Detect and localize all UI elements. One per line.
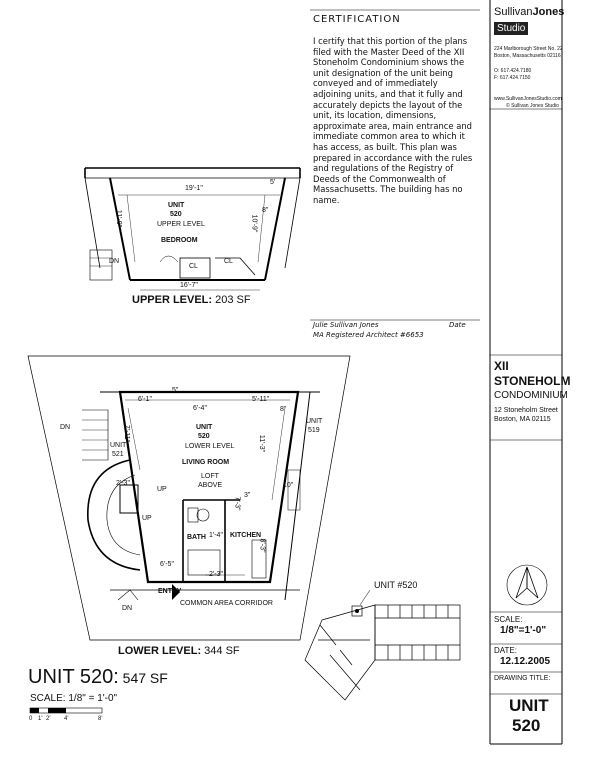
stair-up-1: UP	[157, 486, 167, 493]
firm-fax: F: 617.424.7150	[494, 75, 531, 81]
dim-11-3: 11'-3"	[258, 434, 266, 453]
dim-7-11: 7'-11"	[123, 424, 131, 443]
date-value: 12.12.2005	[500, 656, 551, 667]
drawing-title-1: UNIT	[509, 696, 549, 715]
firm-web: www.SullivanJonesStudio.com	[494, 96, 562, 102]
upper-unit-number: 520	[170, 211, 182, 218]
upper-level-label: UPPER LEVEL	[157, 221, 205, 228]
bath-label: BATH	[187, 534, 206, 541]
project-line-3: CONDOMINIUM	[494, 390, 568, 401]
firm-phone: O: 617.424.7180	[494, 68, 532, 74]
scale-bar-2: 2'	[46, 716, 51, 722]
loft-label-2: ABOVE	[198, 482, 223, 489]
dim-6-4: 6'-4"	[193, 405, 207, 412]
firm-copyright: © Sullivan Jones Studio	[506, 103, 559, 109]
project-address-2: Boston, MA 02115	[494, 416, 551, 423]
certification-title: CERTIFICATION	[313, 14, 401, 25]
upper-caption	[132, 294, 251, 306]
scale-bar-4: 4'	[64, 716, 69, 722]
lower-caption-b: 344 SF	[201, 645, 240, 657]
firm-name-a: Sullivan	[494, 6, 533, 18]
entry-label: ENTRY	[158, 588, 182, 595]
project-line-1: XII	[494, 359, 509, 373]
upper-dim-bottom: 16'-7"	[180, 282, 198, 289]
certification-body: I certify that this portion of the plans filed with the Master Deed of the XII Stoneholm Condominium shows the unit designation of the unit being conveyed and of immediately adjoining units, and that it fully and accurately depicts the layout of the unit, its location, dimensions, approximate area, main entrance and immediate common area to which it has access, as built. This plan was prepared in accordance with the rules and regulations of the Registry of Deeds of the Commonwealth of Massachusetts. The building has no name.	[313, 36, 473, 205]
project-line-2: STONEHOLM	[494, 374, 571, 388]
upper-caption-a: UPPER LEVEL:	[132, 294, 213, 306]
firm-address-1: 224 Marlborough Street No. 22	[494, 46, 563, 52]
firm-name-studio: Studio	[494, 22, 528, 35]
upper-room-label: BEDROOM	[161, 237, 198, 244]
drawing-title-label: DRAWING TITLE:	[494, 675, 551, 682]
kitchen-label: KITCHEN	[230, 532, 262, 539]
dim-6-5: 6'-5"	[160, 561, 174, 568]
unit-519-number: 519	[308, 427, 320, 434]
scale-label: SCALE:	[494, 615, 523, 624]
upper-dim-8: 8"	[262, 207, 269, 214]
bottom-scale: SCALE: 1/8" = 1'-0"	[30, 693, 118, 704]
stair-dn-1: DN	[60, 424, 71, 431]
dim-5-11: 5'-11"	[252, 396, 270, 403]
scale-bar-0: 0	[29, 716, 33, 722]
lower-room-label: LIVING ROOM	[182, 459, 230, 466]
unit-519-label: UNIT	[306, 418, 323, 425]
corridor-label: COMMON AREA CORRIDOR	[180, 600, 273, 607]
dim-8-3: 8'-3"	[258, 538, 266, 553]
unit-521-label: UNIT	[110, 442, 127, 449]
firm-address-2: Boston, Massachusetts 02116	[494, 53, 561, 59]
dim-1-4: 1'-4"	[209, 532, 223, 539]
upper-unit-label: UNIT	[168, 202, 185, 209]
dim-8: 8"	[280, 406, 287, 413]
project-address-1: 12 Stoneholm Street	[494, 407, 558, 414]
dim-3: 3"	[244, 492, 251, 499]
dim-10: 10"	[283, 482, 294, 489]
date-label: DATE:	[494, 646, 517, 655]
unit-area-title-a: UNIT 520:	[28, 666, 119, 688]
dim-2-3-b: 2'-3"	[209, 571, 223, 578]
lower-caption	[118, 645, 240, 657]
upper-dim-top: 19'-1"	[185, 185, 203, 192]
scale-bar-1: 1'	[38, 716, 43, 722]
firm-name	[494, 6, 564, 18]
keyplan-label: UNIT #520	[374, 580, 418, 590]
scale-value: 1/8"=1'-0"	[500, 625, 547, 636]
upper-closet-2: CL	[224, 258, 233, 265]
signer-title: MA Registered Architect #6653	[313, 331, 424, 339]
lower-unit-label: UNIT	[196, 424, 213, 431]
upper-dim-5: 5'	[270, 179, 276, 186]
upper-caption-b: 203 SF	[212, 294, 251, 306]
signature-date-label: Date	[449, 321, 466, 329]
signer-name: Julie Sullivan Jones	[313, 321, 379, 329]
unit-area-title-b: 547 SF	[118, 670, 168, 686]
loft-label-1: LOFT	[201, 473, 219, 480]
dim-6-1: 6'-1"	[138, 396, 152, 403]
upper-dim-right: 10'-9"	[250, 214, 258, 233]
dim-7-3: 7'-3"	[233, 496, 241, 511]
drawing-title-2: 520	[512, 716, 541, 735]
upper-dn: DN	[109, 258, 120, 265]
firm-name-b: Jones	[532, 6, 565, 18]
upper-closet-1: CL	[189, 263, 198, 270]
dim-5: 5"	[172, 387, 179, 394]
stair-dn-2: DN	[122, 605, 133, 612]
unit-521-number: 521	[112, 451, 124, 458]
lower-level-label: LOWER LEVEL	[185, 443, 235, 450]
stair-up-2: UP	[142, 515, 152, 522]
lower-caption-a: LOWER LEVEL:	[118, 645, 202, 657]
scale-bar-8: 8'	[98, 716, 103, 722]
lower-unit-number: 520	[198, 433, 210, 440]
upper-dim-left: 11'-0"	[115, 209, 123, 228]
dim-2-3-a: 2'-3"	[116, 480, 130, 487]
unit-area-title	[28, 666, 168, 689]
